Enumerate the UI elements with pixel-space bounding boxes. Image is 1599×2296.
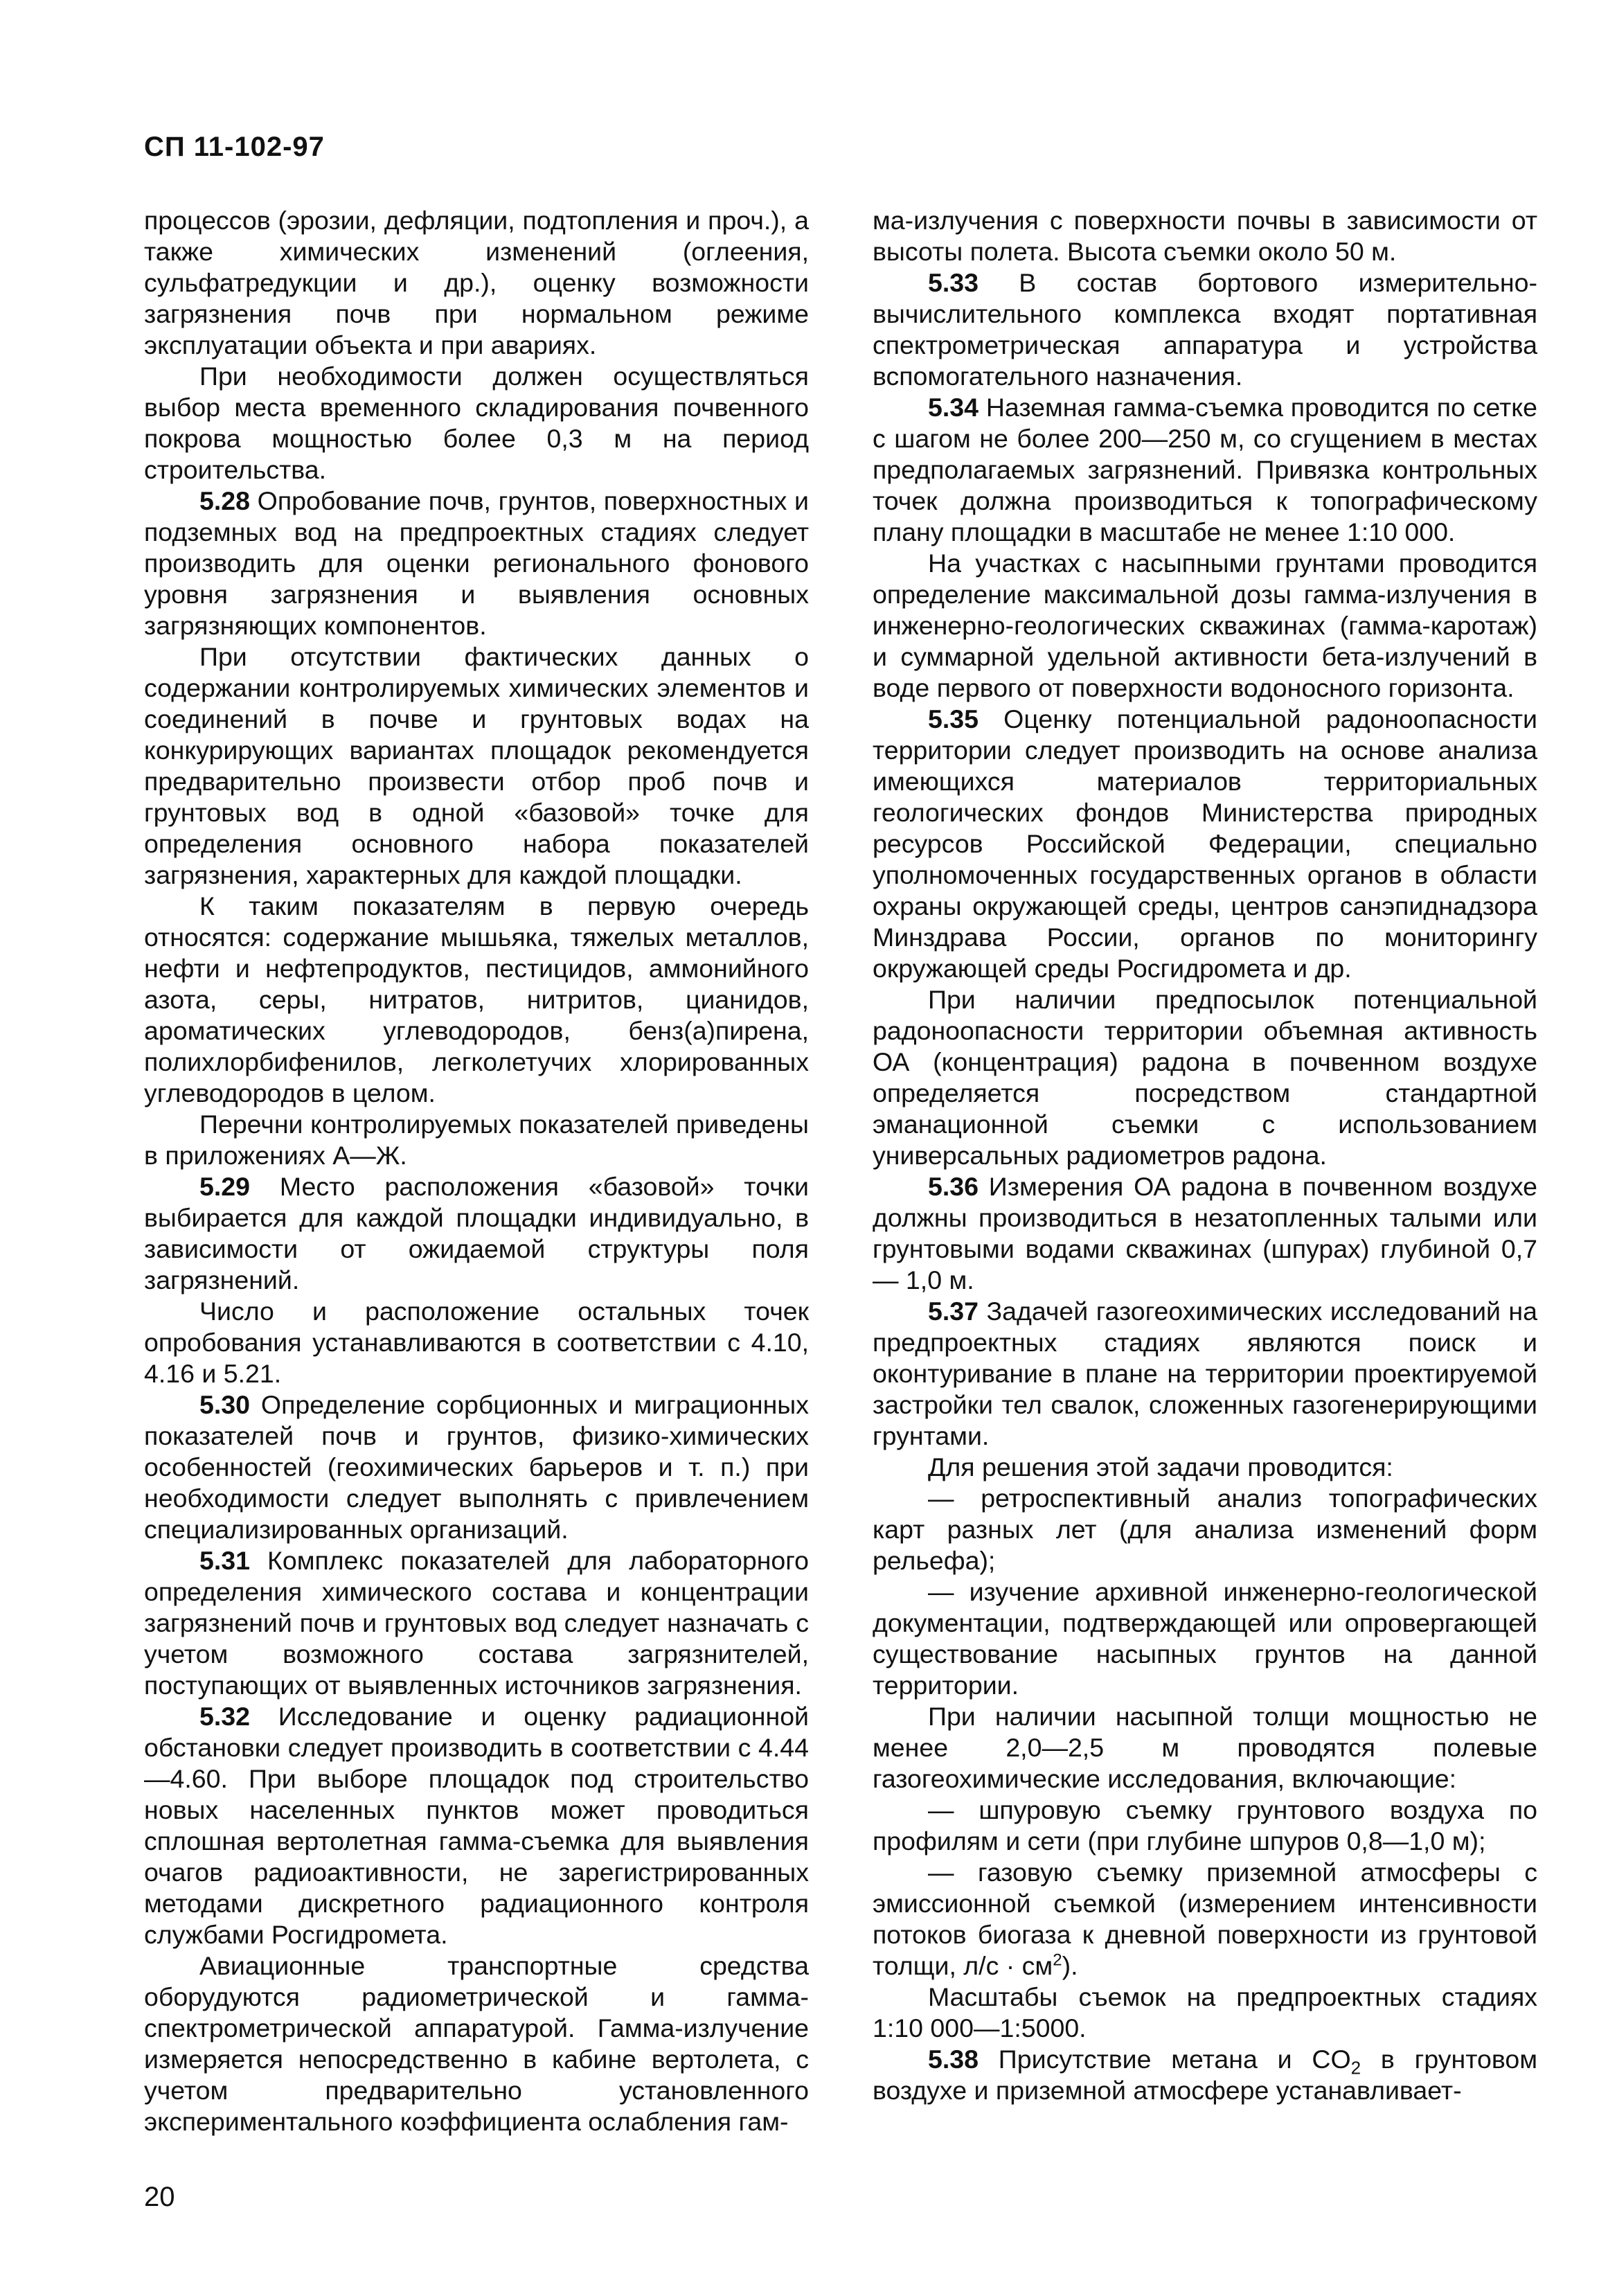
paragraph: При необходимости должен осуществляться выбор места временного складирования почвенного покрова мощностью более 0,3 м на период строительства. — [144, 362, 809, 484]
paragraph: ма-излучения с поверхности почвы в зависимости от высоты полета. Высота съемки около 50 м. — [873, 206, 1537, 266]
paragraph-5-28: 5.28 Опробование почв, грунтов, поверхностных и подземных вод на предпроектных стадиях следует производить для оценки регионального фонового уровня загрязнения и выявления основных загрязняющих компонентов. — [144, 486, 809, 640]
clause-number: 5.35 — [928, 704, 979, 733]
paragraph: Для решения этой задачи проводится: — [928, 1452, 1393, 1481]
paragraph-5-33: 5.33 В состав бортового измерительно-вычислительного комплекса входят портативная спектрометрическая аппаратура и устройства вспомогательного назначения. — [873, 268, 1537, 391]
clause-number: 5.31 — [199, 1546, 250, 1575]
paragraph-5-30: 5.30 Определение сорбционных и миграционных показателей почв и грунтов, физико-химических особенностей (геохимических барьеров и т. п.) при необходимости следует выполнять с привлечением специализированных организаций. — [144, 1390, 809, 1544]
paragraph-5-37: 5.37 Задачей газогеохимических исследований на предпроектных стадиях являются поиск и оконтуривание в плане на территории проектируемой застройки тел свалок, сложенных газогенерирующими грунтами. — [873, 1297, 1537, 1450]
clause-number: 5.38 — [928, 2045, 979, 2074]
paragraph: Перечни контролируемых показателей приведены в приложениях А—Ж. — [144, 1110, 809, 1170]
paragraph-5-34: 5.34 Наземная гамма-съемка проводится по сетке с шагом не более 200—250 м, со сгущением в местах предполагаемых загрязнений. Привязка контрольных точек должна производиться к топографическому плану площадки в масштабе не менее 1:10 000. — [873, 393, 1537, 546]
clause-number: 5.37 — [928, 1297, 979, 1326]
document-code-header: СП 11-102-97 — [144, 132, 325, 162]
paragraph: процессов (эрозии, дефляции, подтопления и проч.), а также химических изменений (оглеения, сульфатредукции и др.), оценку возможности загрязнения почв при нормальном режиме эксплуатации объекта и при авариях. — [144, 206, 809, 359]
clause-number: 5.34 — [928, 393, 979, 422]
paragraph: К таким показателям в первую очередь относятся: содержание мышьяка, тяжелых металлов, нефти и нефтепродуктов, пестицидов, аммонийного азота, серы, нитратов, нитритов, цианидов, ароматических углеводородов, бенз(а)пирена, полихлорбифенилов, легколетучих хлорированных углеводородов в целом. — [144, 891, 809, 1107]
list-item: — шпуровую съемку грунтового воздуха по профилям и сети (при глубине шпуров 0,8—1,0 м); — [873, 1795, 1537, 1856]
paragraph: При отсутствии фактических данных о содержании контролируемых химических элементов и соединений в почве и грунтовых водах на конкурирующих вариантах площадок рекомендуется предварительно произвести отбор проб почв и грунтовых вод в одной «базовой» точке для определения основного набора показателей загрязнения, характерных для каждой площадки. — [144, 642, 809, 889]
paragraph: На участках с насыпными грунтами проводится определение максимальной дозы гамма-излучения в инженерно-геологических скважинах (гамма-каротаж) и суммарной удельной активности бета-излучений в воде первого от поверхности водоносного горизонта. — [873, 549, 1537, 702]
clause-number: 5.36 — [928, 1172, 979, 1201]
list-item: — ретроспективный анализ топографических карт разных лет (для анализа изменений форм рельефа); — [873, 1484, 1537, 1575]
paragraph: Число и расположение остальных точек опробования устанавливаются в соответствии с 4.10, 4.16 и 5.21. — [144, 1297, 809, 1388]
paragraph-5-38: 5.38 Присутствие метана и $CO_2$ в грунтовом воздухе и приземной атмосфере устанавливает- — [873, 2045, 1537, 2105]
paragraph: При наличии насыпной толщи мощностью не менее 2,0—2,5 м проводятся полевые газогеохимические исследования, включающие: — [873, 1702, 1537, 1793]
paragraph-5-32: 5.32 Исследование и оценку радиационной обстановки следует производить в соответствии с 4.44—4.60. При выборе площадок под строительство новых населенных пунктов может проводиться сплошная вертолетная гамма-съемка для выявления очагов радиоактивности, не зарегистрированных методами дискретного радиационного контроля службами Росгидромета. — [144, 1702, 809, 1949]
paragraph-5-29: 5.29 Место расположения «базовой» точки выбирается для каждой площадки индивидуально, в зависимости от ожидаемой структуры поля загрязнений. — [144, 1172, 809, 1294]
paragraph-5-31: 5.31 Комплекс показателей для лабораторного определения химического состава и концентрации загрязнений почв и грунтовых вод следует назначать с учетом возможного состава загрязнителей, поступающих от выявленных источников загрязнения. — [144, 1546, 809, 1700]
clause-number: 5.30 — [199, 1390, 250, 1419]
paragraph: Авиационные транспортные средства оборудуются радиометрической и гамма-спектрометрической аппаратурой. Гамма-излучение измеряется непосредственно в кабине вертолета, с учетом предварительно установленного экспериментального коэффициента ослабления гам- — [144, 1951, 809, 2136]
left-column — [144, 205, 809, 2137]
list-item: — газовую съемку приземной атмосферы с эмиссионной съемкой (измерением интенсивности потоков биогаза к дневной поверхности из грунтовой толщи, $л/с \cdot см^2$). — [873, 1858, 1537, 1980]
paragraph: Масштабы съемок на предпроектных стадиях 1:10 000—1:5000. — [873, 1982, 1537, 2043]
paragraph: При наличии предпосылок потенциальной радоноопасности территории объемная активность ОА (концентрация) радона в почвенном воздухе определяется посредством стандартной эманационной съемки с использованием универсальных радиометров радона. — [873, 985, 1537, 1170]
page-number: 20 — [144, 2182, 175, 2212]
paragraph-5-36: 5.36 Измерения ОА радона в почвенном воздухе должны производиться в незатопленных талыми или грунтовыми водами скважинах (шпурах) глубиной 0,7 — 1,0 м. — [873, 1172, 1537, 1294]
clause-number: 5.33 — [928, 268, 979, 297]
paragraph-5-35: 5.35 Оценку потенциальной радоноопасности территории следует производить на основе анализа имеющихся материалов территориальных геологических фондов Министерства природных ресурсов Российской Федерации, специально уполномоченных государственных органов в области охраны окружающей среды, центров санэпиднадзора Минздрава России, органов по мониторингу окружающей среды Росгидромета и др. — [873, 704, 1537, 983]
clause-number: 5.32 — [199, 1702, 250, 1731]
clause-number: 5.28 — [199, 486, 250, 515]
right-column — [873, 205, 1537, 2106]
list-item: — изучение архивной инженерно-геологической документации, подтверждающей или опровергающей существование насыпных грунтов на данной территории. — [873, 1577, 1537, 1700]
clause-number: 5.29 — [199, 1172, 250, 1201]
